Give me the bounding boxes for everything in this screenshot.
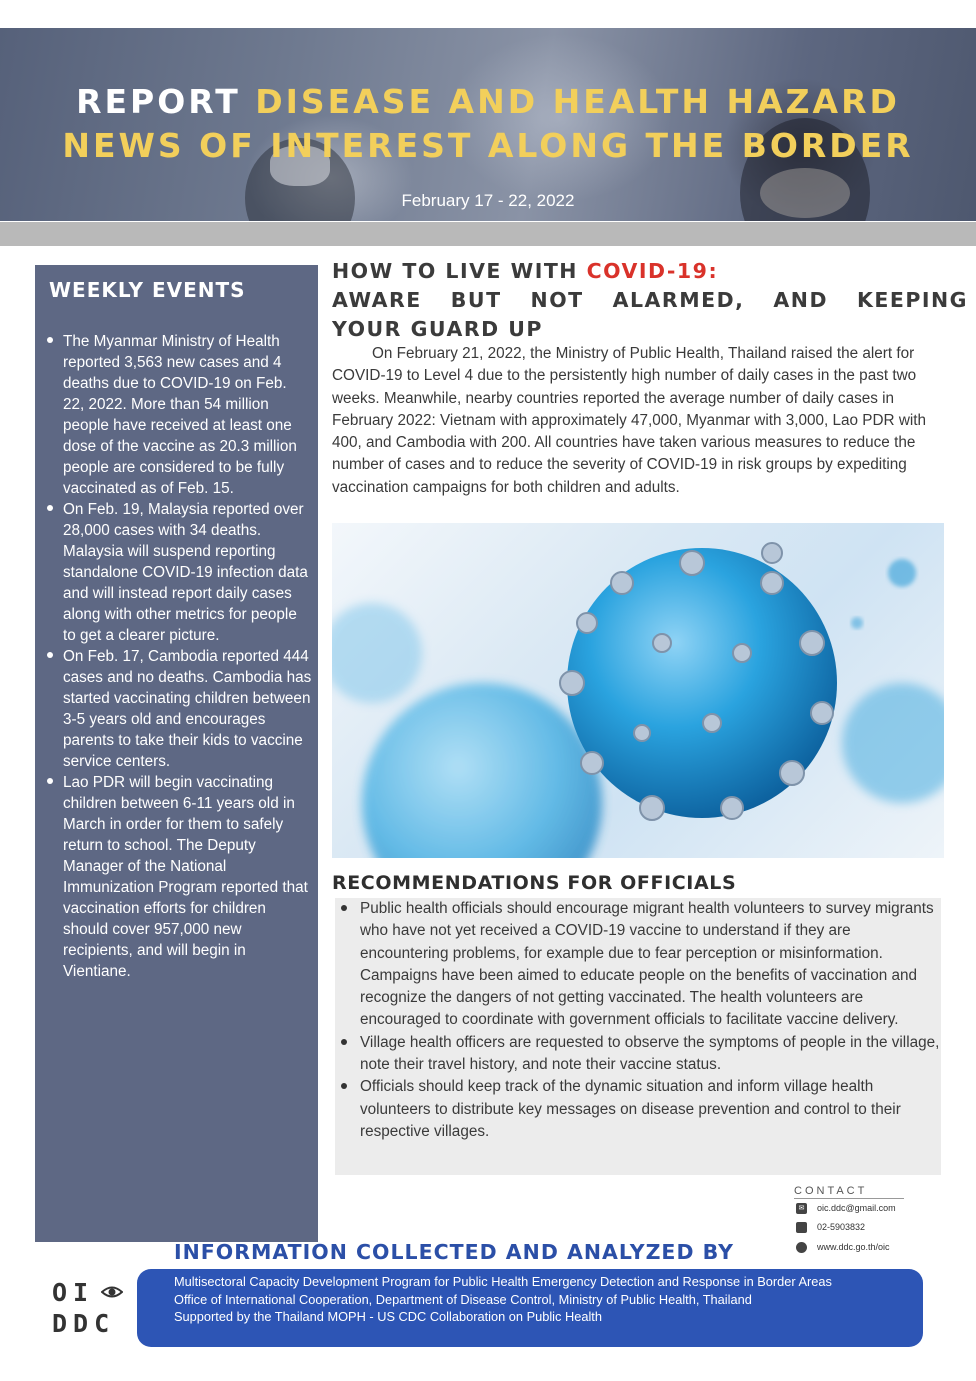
bullet-icon: [341, 905, 347, 911]
footer-title: INFORMATION COLLECTED AND ANALYZED BY: [174, 1240, 734, 1264]
headline-prefix: HOW TO LIVE WITH: [332, 259, 587, 283]
recommendations-title: RECOMMENDATIONS FOR OFFICIALS: [332, 872, 737, 894]
list-item-text: Lao PDR will begin vaccinating children between 6-11 years old in March in order for them to safely return to school. The Deputy Manager of the National Immunization Program reported that vaccination efforts for children should cover 957,000 new recipients, and will begin in Vientiane.: [63, 774, 308, 980]
contact-email-text: oic.ddc@gmail.com: [817, 1203, 896, 1213]
headline-highlight: COVID-19:: [586, 259, 719, 283]
footer-line: Office of International Cooperation, Department of Disease Control, Ministry of Public Health, Thailand: [174, 1291, 752, 1307]
list-item: [336, 898, 942, 1032]
recommendations-list: [336, 898, 942, 1143]
phone-icon: [796, 1222, 807, 1233]
bullet-icon: [47, 337, 53, 343]
list-item-text: The Myanmar Ministry of Health reported 3,563 new cases and 4 deaths due to COVID-19 on Feb. 22, 2022. More than 54 million people have received at least one dose of the vaccine as 20.3 million people are considered to be fully vaccinated as of Feb. 15.: [63, 333, 297, 497]
virus-illustration: [332, 523, 944, 858]
divider-bar: [0, 222, 976, 246]
list-item: [47, 499, 312, 646]
article-headline: [332, 257, 968, 344]
report-title-line2: NEWS OF INTEREST ALONG THE BORDER: [62, 126, 914, 165]
logo-line2: DDC: [52, 1309, 116, 1338]
weekly-events-list: [47, 331, 312, 982]
bullet-icon: [47, 505, 53, 511]
contact-website[interactable]: [796, 1242, 890, 1253]
bullet-icon: [341, 1083, 347, 1089]
list-item-text: On Feb. 17, Cambodia reported 444 cases and no deaths. Cambodia has started vaccinating children between 3-5 years old and encourages parents to take their kids to vaccine service centers.: [63, 648, 312, 770]
headline-line2: AWARE BUT NOT ALARMED, AND KEEPING: [332, 288, 968, 312]
logo-line1: OI: [52, 1278, 95, 1307]
footer-line: Multisectoral Capacity Development Program for Public Health Emergency Detection and Response in Border Areas: [174, 1274, 832, 1289]
contact-title: CONTACT: [794, 1185, 868, 1197]
list-item: [47, 646, 312, 772]
report-title: [0, 80, 976, 168]
list-item-text: Public health officials should encourage migrant health volunteers to survey migrants who have not yet received a COVID-19 vaccine to understand if they are encountering problems, for example due to fear perception or misinformation. Campaigns have been aimed to educate people on the benefits of vaccination and recognize the dangers of not getting vaccinated. The health volunteers are encouraged to coordinate with government officials to facilitate vaccine delivery.: [360, 900, 934, 1029]
header-banner: [0, 28, 976, 221]
eye-icon: [101, 1282, 123, 1302]
contact-email[interactable]: [796, 1203, 896, 1214]
contact-phone-text: 02-5903832: [817, 1222, 866, 1232]
contact-phone: [796, 1222, 865, 1233]
weekly-events-title: WEEKLY EVENTS: [49, 278, 246, 302]
list-item: [336, 1076, 942, 1143]
list-item-text: Officials should keep track of the dynamic situation and inform village health volunteers to distribute key messages on disease prevention and control to their respective villages.: [360, 1078, 901, 1140]
globe-icon: [796, 1242, 807, 1253]
list-item: [47, 772, 312, 982]
list-item: [47, 331, 312, 499]
report-date: February 17 - 22, 2022: [401, 191, 575, 210]
list-item: [336, 1032, 942, 1077]
bullet-icon: [47, 652, 53, 658]
footer-line: Supported by the Thailand MOPH - US CDC Collaboration on Public Health: [174, 1309, 602, 1324]
footer-info-text: [174, 1273, 874, 1326]
virus-image: [332, 523, 944, 858]
list-item-text: Village health officers are requested to observe the symptoms of people in the village, note their travel history, and note their vaccine status.: [360, 1033, 940, 1074]
bullet-icon: [341, 1039, 347, 1045]
contact-divider: [794, 1198, 904, 1199]
contact-website-text: www.ddc.go.th/oic: [817, 1242, 890, 1252]
weekly-events-panel: [35, 265, 318, 1242]
mail-icon: ✉: [796, 1203, 807, 1214]
report-title-rest: DISEASE AND HEALTH HAZARD: [255, 82, 900, 121]
bullet-icon: [47, 778, 53, 784]
oic-ddc-logo: [52, 1278, 132, 1340]
article-body: On February 21, 2022, the Ministry of Public Health, Thailand raised the alert for COVID-19 to Level 4 due to the persistently high number of daily cases in the past two weeks. Meanwhile, nearby countries reported the average number of daily cases in February 2022: Vietnam with approximately 47,000, Myanmar with 3,000, Lao PDR with 400, and Cambodia with 200. All countries have taken various measures to reduce the number of cases and to reduce the severity of COVID-19 in risk groups by expediting vaccination campaigns for both children and adults.: [332, 345, 927, 496]
report-title-word: REPORT: [76, 82, 241, 121]
list-item-text: On Feb. 19, Malaysia reported over 28,000 cases with 34 deaths. Malaysia will suspend reporting standalone COVID-19 infection data and will instead report daily cases along with other metrics for people to get a clearer picture.: [63, 501, 308, 644]
headline-line3: YOUR GUARD UP: [332, 317, 543, 341]
